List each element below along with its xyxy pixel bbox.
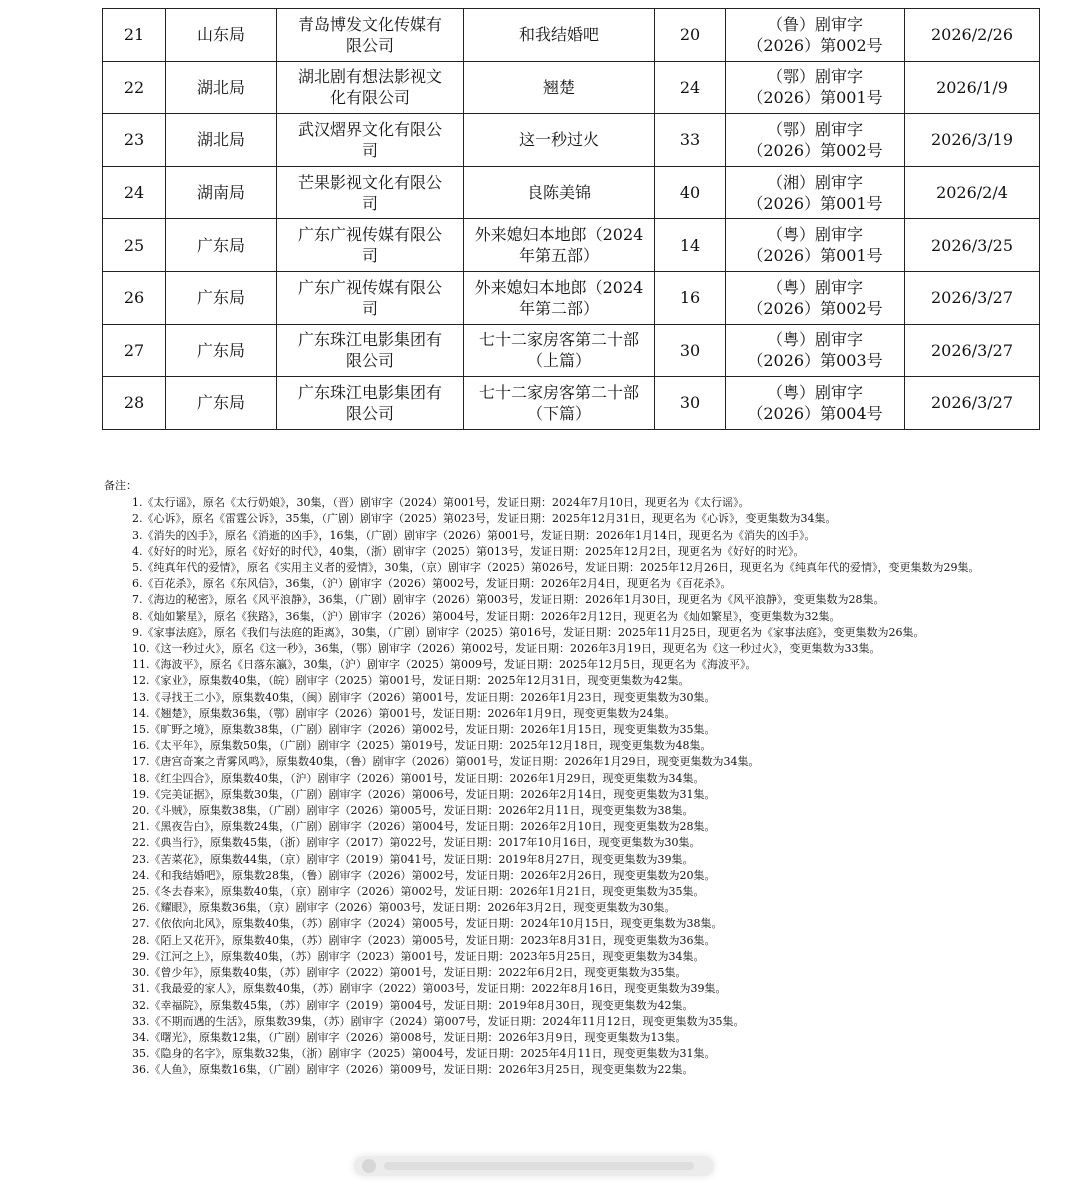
cell-company-line: 广东广视传媒有限公: [297, 277, 442, 297]
cell-date: 2026/3/25: [905, 219, 1040, 272]
table-row: [103, 324, 1040, 377]
watermark-avatar-icon: [362, 1159, 376, 1173]
cell-date: 2026/3/19: [905, 114, 1040, 167]
cell-index: 28: [103, 377, 166, 430]
cell-date: 2026/2/26: [905, 9, 1040, 62]
watermark-bar: [384, 1162, 694, 1170]
cell-license-line: （2026）第003号: [747, 351, 883, 371]
remark-item: 13.《寻找王二小》，原集数40集，（闽）剧审字（2026）第001号，发证日期：2026年1月23日，现变更集数为30集。: [132, 690, 716, 704]
cell-company: [277, 377, 464, 430]
remarks-section: [104, 478, 984, 1079]
cell-license-line: （2026）第002号: [747, 140, 883, 160]
cell-date: 2026/3/27: [905, 271, 1040, 324]
cell-company: [277, 166, 464, 219]
cell-title-line: 七十二家房客第二十部: [478, 330, 639, 350]
table-row: [103, 377, 1040, 430]
table-row: [103, 219, 1040, 272]
cell-title: [464, 377, 655, 430]
cell-episodes: 30: [655, 377, 726, 430]
table-row: [103, 61, 1040, 114]
remark-item: 9.《家事法庭》，原名《我们与法庭的距离》，30集，（广剧）剧审字（2025）第016号，发证日期：2025年11月25日，现更名为《家事法庭》，变更集数为26集。: [132, 625, 925, 639]
remark-item: 20.《斗贼》，原集数38集，（广剧）剧审字（2026）第005号，发证日期：2026年2月11日，现变更集数为38集。: [132, 804, 694, 818]
remark-item: 17.《唐宫奇案之青雾风鸣》，原集数40集，（鲁）剧审字（2026）第001号，发证日期：2026年1月29日，现变更集数为34集。: [132, 755, 760, 769]
remark-item: 25.《冬去春来》，原集数40集，（京）剧审字（2026）第002号，发证日期：2026年1月21日，现变更集数为35集。: [132, 885, 705, 899]
cell-company: [277, 324, 464, 377]
cell-index: 25: [103, 219, 166, 272]
cell-license-line: （粤）剧审字: [766, 330, 863, 350]
remark-item: 26.《耀眼》，原集数36集，（京）剧审字（2026）第003号，发证日期：2026年3月2日，现变更集数为30集。: [132, 901, 676, 915]
remark-item: 14.《翘楚》，原集数36集，（鄂）剧审字（2026）第001号，发证日期：2026年1月9日，现变更集数为24集。: [132, 706, 676, 720]
cell-bureau: 广东局: [166, 324, 277, 377]
cell-company-line: 限公司: [345, 351, 394, 371]
remark-item: 8.《灿如繁星》，原名《狭路》，36集，（沪）剧审字（2026）第004号，发证日期：2026年2月12日，现更名为《灿如繁星》，变更集数为32集。: [132, 609, 841, 623]
remark-item: 7.《海边的秘密》，原名《风平浪静》，36集，（广剧）剧审字（2026）第003号，发证日期：2026年1月30日，现更名为《风平浪静》，变更集数为28集。: [132, 593, 885, 607]
remark-item: 1.《太行谣》，原名《太行奶娘》，30集，（晋）剧审字（2024）第001号，发证日期：2024年7月10日，现更名为《太行谣》。: [132, 496, 750, 510]
remarks-header: 备注：: [104, 479, 137, 492]
remark-item: 16.《太平年》，原集数50集，（广剧）剧审字（2025）第019号，发证日期：2025年12月18日，现变更集数为48集。: [132, 739, 712, 753]
cell-license-line: （鄂）剧审字: [766, 119, 863, 139]
cell-company-line: 广东广视传媒有限公: [297, 225, 442, 245]
cell-bureau: 广东局: [166, 377, 277, 430]
cell-license-line: （粤）剧审字: [766, 225, 863, 245]
cell-episodes: 20: [655, 9, 726, 62]
cell-company-line: 化有限公司: [329, 88, 410, 108]
drama-approval-table: [102, 8, 1040, 430]
cell-license: [726, 9, 905, 62]
cell-company-line: 限公司: [345, 35, 394, 55]
remark-item: 28.《陌上又花开》，原集数40集，（苏）剧审字（2023）第005号，发证日期：2023年8月31日，现变更集数为36集。: [132, 933, 716, 947]
cell-license: [726, 219, 905, 272]
cell-company-line: 武汉熠界文化有限公: [297, 119, 442, 139]
watermark-overlay: [354, 1156, 714, 1176]
cell-company: [277, 219, 464, 272]
cell-company-line: 广东珠江电影集团有: [297, 330, 442, 350]
cell-bureau: 广东局: [166, 271, 277, 324]
remark-item: 27.《依依向北风》，原集数40集，（苏）剧审字（2024）第005号，发证日期：2024年10月15日，现变更集数为38集。: [132, 917, 723, 931]
cell-title-line: 年第五部）: [518, 246, 599, 266]
cell-company-line: 司: [361, 298, 378, 318]
cell-title: [464, 9, 655, 62]
cell-title: [464, 166, 655, 219]
cell-title-line: 和我结婚吧: [518, 25, 599, 45]
remark-item: 2.《心诉》，原名《雷霆公诉》，35集，（广剧）剧审字（2025）第023号，发证日期：2025年12月31日，现更名为《心诉》，变更集数为34集。: [132, 512, 837, 526]
cell-episodes: 30: [655, 324, 726, 377]
remark-item: 22.《典当行》，原集数45集，（浙）剧审字（2017）第022号，发证日期：2017年10月16日，现变更集数为30集。: [132, 836, 701, 850]
remark-item: 31.《我最爱的家人》，原集数40集，（苏）剧审字（2022）第003号，发证日期：2022年8月16日，现变更集数为39集。: [132, 982, 727, 996]
cell-title: [464, 324, 655, 377]
table-row: [103, 114, 1040, 167]
cell-company-line: 司: [361, 246, 378, 266]
cell-company: [277, 9, 464, 62]
cell-company: [277, 114, 464, 167]
remark-item: 3.《消失的凶手》，原名《消逝的凶手》，16集，（广剧）剧审字（2026）第001号，发证日期：2026年1月14日，现更名为《消失的凶手》。: [132, 528, 816, 542]
remark-item: 5.《纯真年代的爱情》，原名《实用主义者的爱情》，30集，（京）剧审字（2025）第026号，发证日期：2025年12月26日，现更名为《纯真年代的爱情》，变更集数为29集。: [132, 561, 980, 575]
remark-item: 15.《旷野之境》，原集数38集，（广剧）剧审字（2026）第002号，发证日期：2026年1月15日，现变更集数为35集。: [132, 723, 716, 737]
cell-company: [277, 271, 464, 324]
remark-item: 23.《苦菜花》，原集数44集，（京）剧审字（2019）第041号，发证日期：2019年8月27日，现变更集数为39集。: [132, 852, 694, 866]
remark-item: 12.《家业》，原集数40集，（皖）剧审字（2025）第001号，发证日期：2025年12月31日，现变更集数为42集。: [132, 674, 690, 688]
cell-bureau: 广东局: [166, 219, 277, 272]
remark-item: 11.《海波平》，原名《日落东瀛》，30集，（沪）剧审字（2025）第009号，发证日期：2025年12月5日，现更名为《海波平》。: [132, 658, 757, 672]
cell-title-line: 外来媳妇本地郎（2024: [474, 225, 644, 245]
cell-title: [464, 219, 655, 272]
remark-item: 6.《百花杀》，原名《东风信》，36集，（沪）剧审字（2026）第002号，发证日期：2026年2月4日，现更名为《百花杀》。: [132, 577, 732, 591]
cell-index: 26: [103, 271, 166, 324]
cell-episodes: 40: [655, 166, 726, 219]
cell-license-line: （2026）第002号: [747, 35, 883, 55]
cell-company-line: 青岛博发文化传媒有: [297, 14, 442, 34]
cell-company: [277, 61, 464, 114]
cell-license: [726, 377, 905, 430]
cell-episodes: 24: [655, 61, 726, 114]
cell-title-line: 这一秒过火: [518, 130, 599, 150]
cell-license-line: （湘）剧审字: [766, 172, 863, 192]
cell-license-line: （2026）第001号: [747, 246, 883, 266]
cell-bureau: 湖北局: [166, 61, 277, 114]
cell-license: [726, 61, 905, 114]
cell-license: [726, 114, 905, 167]
remark-item: 34.《曙光》，原集数12集，（广剧）剧审字（2026）第008号，发证日期：2026年3月9日，现变更集数为13集。: [132, 1030, 687, 1044]
remark-item: 4.《好好的时光》，原名《好好的时代》，40集，（浙）剧审字（2025）第013号，发证日期：2025年12月2日，现更名为《好好的时光》。: [132, 544, 805, 558]
cell-company-line: 司: [361, 193, 378, 213]
cell-title-line: 外来媳妇本地郎（2024: [474, 277, 644, 297]
cell-title-line: （下篇）: [526, 403, 591, 423]
table-body: [103, 9, 1040, 430]
cell-index: 27: [103, 324, 166, 377]
cell-episodes: 33: [655, 114, 726, 167]
cell-date: 2026/3/27: [905, 324, 1040, 377]
remark-item: 32.《幸福院》，原集数45集，（苏）剧审字（2019）第004号，发证日期：2019年8月30日，现变更集数为42集。: [132, 998, 694, 1012]
table-row: [103, 271, 1040, 324]
cell-company-line: 限公司: [345, 403, 394, 423]
cell-title-line: 年第二部）: [518, 298, 599, 318]
cell-title-line: 七十二家房客第二十部: [478, 382, 639, 402]
cell-date: 2026/1/9: [905, 61, 1040, 114]
cell-license: [726, 166, 905, 219]
cell-title: [464, 114, 655, 167]
cell-license-line: （粤）剧审字: [766, 277, 863, 297]
table-row: [103, 166, 1040, 219]
cell-index: 21: [103, 9, 166, 62]
cell-episodes: 16: [655, 271, 726, 324]
remark-item: 30.《曾少年》，原集数40集，（苏）剧审字（2022）第001号，发证日期：2022年6月2日，现变更集数为35集。: [132, 966, 687, 980]
cell-license-line: （2026）第002号: [747, 298, 883, 318]
cell-company-line: 芒果影视文化有限公: [297, 172, 442, 192]
remarks-list: [104, 495, 984, 1078]
cell-license: [726, 324, 905, 377]
cell-index: 24: [103, 166, 166, 219]
cell-episodes: 14: [655, 219, 726, 272]
remark-item: 24.《和我结婚吧》，原集数28集，（鲁）剧审字（2026）第002号，发证日期：2026年2月26日，现变更集数为20集。: [132, 868, 716, 882]
cell-date: 2026/2/4: [905, 166, 1040, 219]
remark-item: 35.《隐身的名字》，原集数32集，（浙）剧审字（2025）第004号，发证日期：2025年4月11日，现变更集数为31集。: [132, 1047, 716, 1061]
table-row: [103, 9, 1040, 62]
remark-item: 21.《黑夜告白》，原集数24集，（广剧）剧审字（2026）第004号，发证日期：2026年2月10日，现变更集数为28集。: [132, 820, 716, 834]
remark-item: 10.《这一秒过火》，原名《这一秒》，36集，（鄂）剧审字（2026）第002号，发证日期：2026年3月19日，现更名为《这一秒过火》，变更集数为33集。: [132, 642, 881, 656]
remark-item: 18.《红尘四合》，原集数40集，（沪）剧审字（2026）第001号，发证日期：2026年1月29日，现变更集数为34集。: [132, 771, 705, 785]
cell-bureau: 湖南局: [166, 166, 277, 219]
cell-bureau: 山东局: [166, 9, 277, 62]
cell-title: [464, 271, 655, 324]
cell-license-line: （鄂）剧审字: [766, 67, 863, 87]
remark-item: 33.《不期而遇的生活》，原集数39集，（苏）剧审字（2024）第007号，发证日期：2024年11月12日，现变更集数为35集。: [132, 1014, 745, 1028]
cell-license-line: （鲁）剧审字: [766, 14, 863, 34]
cell-company-line: 湖北剧有想法影视文: [297, 67, 442, 87]
cell-bureau: 湖北局: [166, 114, 277, 167]
cell-license-line: （粤）剧审字: [766, 382, 863, 402]
cell-title-line: 翘楚: [542, 77, 575, 97]
cell-title-line: （上篇）: [526, 351, 591, 371]
cell-company-line: 广东珠江电影集团有: [297, 382, 442, 402]
cell-index: 23: [103, 114, 166, 167]
cell-license-line: （2026）第004号: [747, 403, 883, 423]
cell-license: [726, 271, 905, 324]
cell-license-line: （2026）第001号: [747, 88, 883, 108]
cell-title: [464, 61, 655, 114]
remark-item: 19.《完美证据》，原集数30集，（广剧）剧审字（2026）第006号，发证日期：2026年2月14日，现变更集数为31集。: [132, 787, 716, 801]
cell-company-line: 司: [361, 140, 378, 160]
remark-item: 36.《人鱼》，原集数16集，（广剧）剧审字（2026）第009号，发证日期：2026年3月25日，现变更集数为22集。: [132, 1063, 694, 1077]
cell-title-line: 良陈美锦: [526, 183, 591, 203]
cell-license-line: （2026）第001号: [747, 193, 883, 213]
remark-item: 29.《江河之上》，原集数40集，（苏）剧审字（2023）第001号，发证日期：2023年5月25日，现变更集数为34集。: [132, 949, 705, 963]
cell-date: 2026/3/27: [905, 377, 1040, 430]
cell-index: 22: [103, 61, 166, 114]
